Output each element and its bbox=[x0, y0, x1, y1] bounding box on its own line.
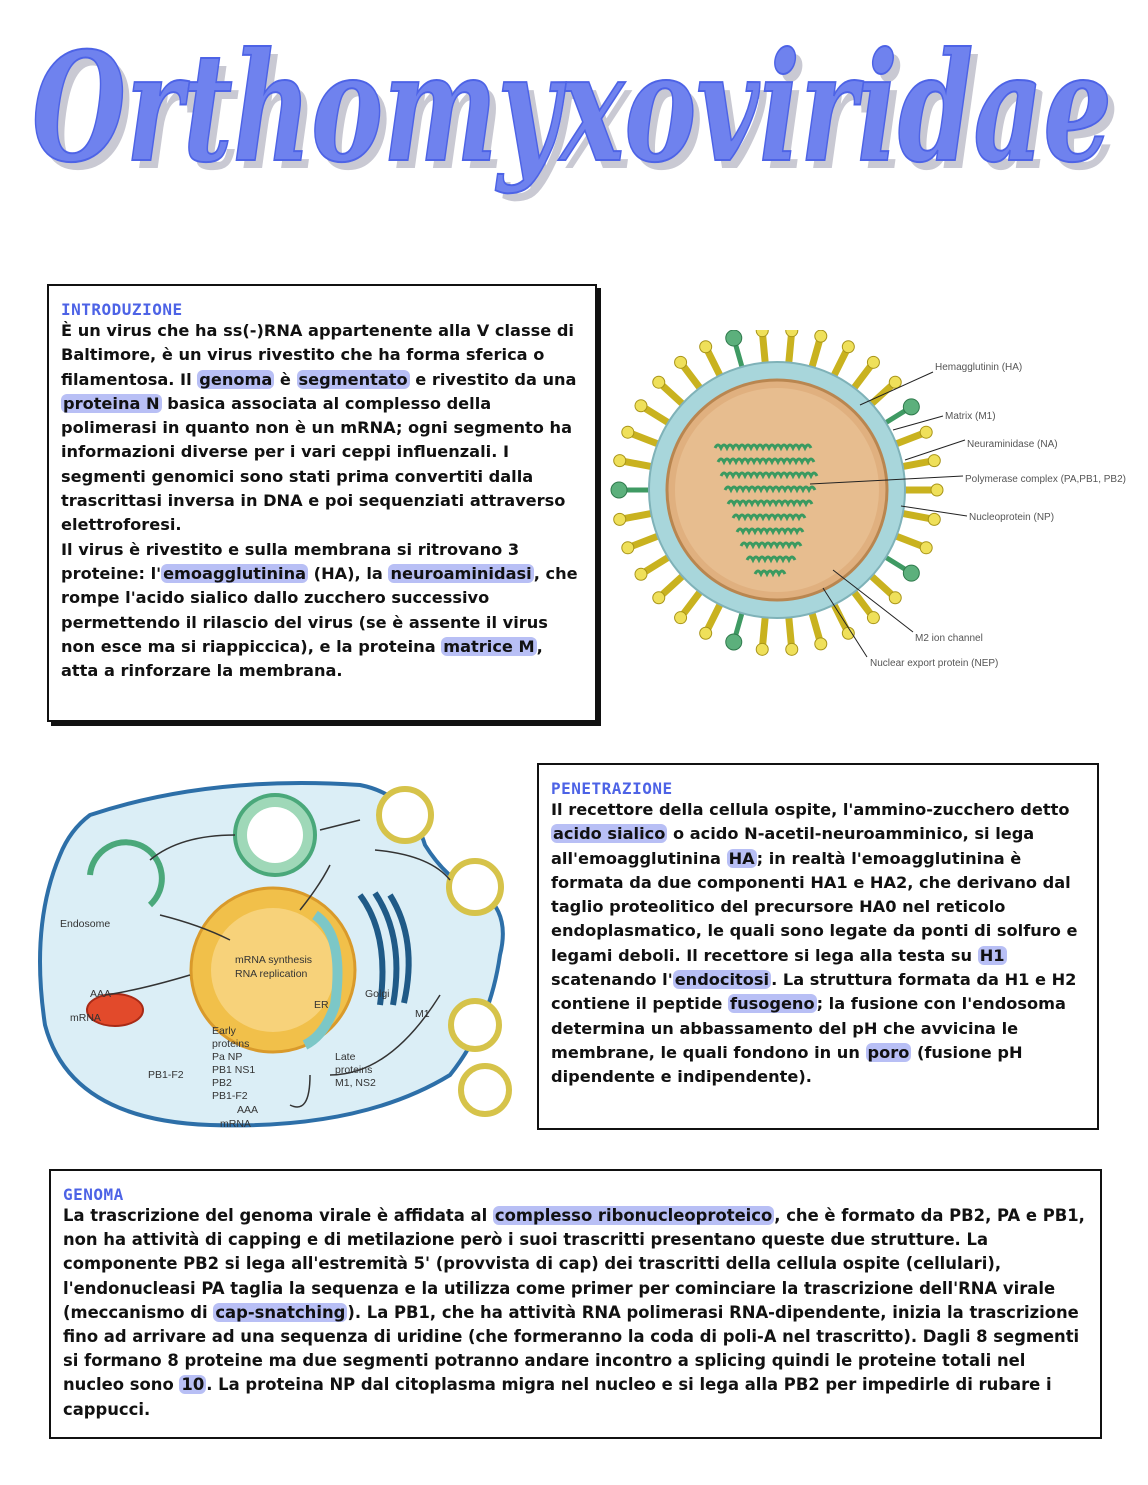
intro-box bbox=[47, 284, 597, 722]
hemagglutinin-spike bbox=[622, 535, 661, 554]
life-cycle-diagram bbox=[30, 775, 525, 1135]
text-run: . La proteina NP dal citoplasma migra nel nucleo e si lega alla PB2 per impedirle di rubare i cappucci. bbox=[63, 1375, 1052, 1419]
label-late-1: proteins bbox=[335, 1064, 373, 1076]
label-polya-left: AAA bbox=[90, 988, 112, 1000]
label-pb1-f2: PB1-F2 bbox=[148, 1069, 184, 1081]
text-run: (HA), la bbox=[308, 563, 389, 583]
highlighted-term: 10 bbox=[181, 1375, 205, 1395]
hemagglutinin-spike bbox=[869, 574, 901, 604]
text-run: ; la fusione con l'endosoma determina un abbassamento del pH che avvicina le membrane, le quali fondono in un bbox=[551, 994, 1066, 1062]
penetrazione-paragraph bbox=[551, 798, 1085, 1090]
text-run: Il recettore della cellula ospite, l'ammino-zucchero detto bbox=[551, 800, 1070, 819]
highlighted-term: acido sialico bbox=[553, 824, 666, 844]
label-early-1: proteins bbox=[212, 1038, 250, 1050]
budding-virion-2 bbox=[449, 861, 501, 913]
highlighted-term: cap-snatching bbox=[215, 1302, 346, 1322]
text-run: ). La PB1, che ha attività RNA polimerasi RNA-dipendente, inizia la trascrizione fino ad arrivare ad una sequenza di uridine (che formeranno la coda di poli-A nel trascritto). Dagli 8 segmenti si formano 8 proteine ma due segmenti potranno andare incontro a splicing quindi le proteine totali nel nucleo sono bbox=[63, 1302, 1080, 1395]
text-run: o acido N-acetil-neuroamminico, si lega all'emoagglutinina bbox=[551, 824, 1035, 868]
highlighted-term: endocitosi bbox=[674, 970, 770, 990]
neuraminidase-spike bbox=[611, 482, 652, 498]
highlighted-term: poro bbox=[867, 1042, 910, 1062]
title-text: Orthomyxoviridae bbox=[32, 40, 1112, 196]
hemagglutinin-spike bbox=[700, 341, 722, 378]
hemagglutinin-spike bbox=[902, 484, 943, 496]
genoma-heading: GENOMA bbox=[63, 1185, 124, 1204]
text-run: è bbox=[274, 369, 297, 389]
highlighted-term: genoma bbox=[199, 369, 273, 389]
label-late-0: Late bbox=[335, 1051, 356, 1063]
hemagglutinin-spike bbox=[833, 341, 855, 378]
intro-paragraph-1 bbox=[61, 319, 583, 538]
text-run: ; in realtà l'emoagglutinina è formata da due componenti HA1 e HA2, che derivano dal taglio proteolitico del precursore HA0 nel reticolo endoplasmatico, le quali sono legate da ponti di solfuro e legami deboli. Il recettore si lega alla testa su bbox=[551, 848, 1078, 965]
highlighted-term: proteina N bbox=[63, 393, 160, 413]
rnp-coil bbox=[733, 515, 805, 518]
label-nucleoprotein: Nucleoprotein (NP) bbox=[969, 512, 1055, 523]
text-run: basica associata al complesso della polimerasi in quanto non è un mRNA; ogni segmento ha informazioni diverse per i vari ceppi influenzali. I segmenti genomici sono stati prima convertiti dalla trascrittasi inversa in DNA e poi sequenziati attraverso elettroforesi. bbox=[61, 393, 572, 535]
hemagglutinin-spike bbox=[675, 356, 702, 390]
hemagglutinin-spike bbox=[900, 455, 940, 467]
label-early-3: PB1 NS1 bbox=[212, 1064, 256, 1076]
hemagglutinin-spike bbox=[700, 602, 722, 639]
hemagglutinin-spike bbox=[900, 513, 940, 525]
label-golgi: Golgi bbox=[365, 988, 390, 1000]
text-run: È un virus che ha ss(-)RNA appartenente alla V classe di Baltimore, è un virus rivestito che ha forma sferica o filamentosa. Il bbox=[61, 321, 574, 389]
budding-virion-1 bbox=[379, 789, 431, 841]
hemagglutinin-spike bbox=[786, 330, 798, 366]
highlighted-term: complesso ribonucleoproteico bbox=[494, 1206, 773, 1225]
hemagglutinin-spike bbox=[852, 590, 879, 624]
text-run: . La struttura formata da H1 e H2 contiene il peptide bbox=[551, 970, 1077, 1014]
label-polya-bottom: AAA bbox=[237, 1104, 259, 1116]
genoma-box bbox=[49, 1169, 1102, 1439]
label-early-0: Early bbox=[212, 1025, 236, 1037]
hemagglutinin-spike bbox=[675, 590, 702, 624]
label-m2-channel: M2 ion channel bbox=[915, 633, 983, 644]
text-run: (fusione pH dipendente e indipendente). bbox=[551, 1042, 1023, 1087]
highlighted-term: emoagglutinina bbox=[163, 563, 307, 583]
label-neuraminidase: Neuraminidase (NA) bbox=[967, 439, 1058, 450]
hemagglutinin-spike bbox=[811, 330, 827, 370]
hemagglutinin-spike bbox=[756, 330, 768, 366]
hemagglutinin-spike bbox=[653, 574, 685, 604]
rnp-coil bbox=[728, 501, 812, 504]
hemagglutinin-spike bbox=[622, 426, 661, 445]
hemagglutinin-spike bbox=[894, 535, 933, 554]
neuraminidase-spike bbox=[883, 399, 919, 424]
neuraminidase-spike bbox=[726, 330, 743, 370]
budding-virion-4 bbox=[461, 1066, 509, 1114]
label-endosome: Endosome bbox=[60, 918, 111, 930]
hemagglutinin-spike bbox=[811, 610, 827, 650]
text-run: e rivestito da una bbox=[409, 369, 577, 389]
virion-diagram bbox=[605, 330, 1140, 690]
text-run: , che rompe l'acido sialico dallo zucchero successivo permettendo il rilascio del virus (se è assente il virus non esce ma si riappiccica), e la proteina bbox=[61, 563, 578, 656]
hemagglutinin-spike bbox=[869, 376, 901, 406]
label-hemagglutinin: Hemagglutinin (HA) bbox=[935, 362, 1023, 373]
label-early-5: PB1-F2 bbox=[212, 1090, 248, 1102]
text-run: , atta a rinforzare la membrana. bbox=[61, 636, 543, 681]
hemagglutinin-spike bbox=[614, 455, 654, 467]
intro-heading: INTRODUZIONE bbox=[61, 300, 183, 319]
label-rna-replication: RNA replication bbox=[235, 968, 308, 980]
label-late-2: M1, NS2 bbox=[335, 1077, 376, 1089]
highlighted-term: HA bbox=[728, 848, 755, 868]
label-polymerase-complex: Polymerase complex (PA,PB1, PB2) bbox=[965, 474, 1126, 485]
label-early-4: PB2 bbox=[212, 1077, 232, 1089]
endosome-top-virion bbox=[247, 807, 303, 863]
genoma-paragraph bbox=[63, 1204, 1088, 1422]
intro-paragraph-2 bbox=[61, 538, 583, 684]
label-m1: M1 bbox=[415, 1008, 430, 1020]
penetrazione-box bbox=[537, 763, 1099, 1130]
neuraminidase-spike bbox=[883, 556, 919, 581]
label-early-2: Pa NP bbox=[212, 1051, 243, 1063]
highlighted-term: fusogeno bbox=[730, 994, 815, 1014]
hemagglutinin-spike bbox=[635, 400, 671, 424]
label-mrna-bottom: mRNA bbox=[220, 1118, 251, 1130]
label-matrix: Matrix (M1) bbox=[945, 411, 996, 422]
penetrazione-heading: PENETRAZIONE bbox=[551, 779, 673, 798]
hemagglutinin-spike bbox=[614, 513, 654, 525]
page-title bbox=[20, 40, 1130, 220]
highlighted-term: neuroaminidasi bbox=[390, 563, 532, 583]
text-run: , che è formato da PB2, PA e PB1, non ha attività di capping e di metilazione però i suoi trascritti presentano queste due strutture. La componente PB2 si lega all'estremità 5' (provvista di cap) dei trascritti della cellula ospite (cellulari), l'endonucleasi PA taglia la sequenza e la utilizza come primer per cominciare la trascrizione dell'RNA virale (meccanismo di bbox=[63, 1206, 1085, 1322]
budding-virion-3 bbox=[451, 1001, 499, 1049]
neuraminidase-spike bbox=[726, 610, 743, 650]
text-run: La trascrizione del genoma virale è affidata al bbox=[63, 1206, 493, 1225]
hemagglutinin-spike bbox=[653, 376, 685, 406]
hemagglutinin-spike bbox=[852, 356, 879, 390]
highlighted-term: segmentato bbox=[298, 369, 408, 389]
hemagglutinin-spike bbox=[786, 614, 798, 655]
label-er: ER bbox=[314, 999, 329, 1011]
text-run: Il virus è rivestito e sulla membrana si ritrovano 3 proteine: l' bbox=[61, 539, 520, 583]
hemagglutinin-spike bbox=[894, 426, 933, 445]
rnp-coil bbox=[747, 557, 795, 560]
label-nep: Nuclear export protein (NEP) bbox=[870, 658, 999, 669]
label-mrna-synthesis: mRNA synthesis bbox=[235, 954, 313, 966]
hemagglutinin-spike bbox=[756, 614, 768, 655]
text-run: scatenando l' bbox=[551, 970, 673, 990]
label-mrna-left: mRNA bbox=[70, 1012, 101, 1024]
hemagglutinin-spike bbox=[635, 556, 671, 580]
highlighted-term: matrice M bbox=[443, 636, 535, 656]
title-shadow: Orthomyxoviridae bbox=[39, 40, 1119, 204]
highlighted-term: H1 bbox=[979, 945, 1005, 965]
